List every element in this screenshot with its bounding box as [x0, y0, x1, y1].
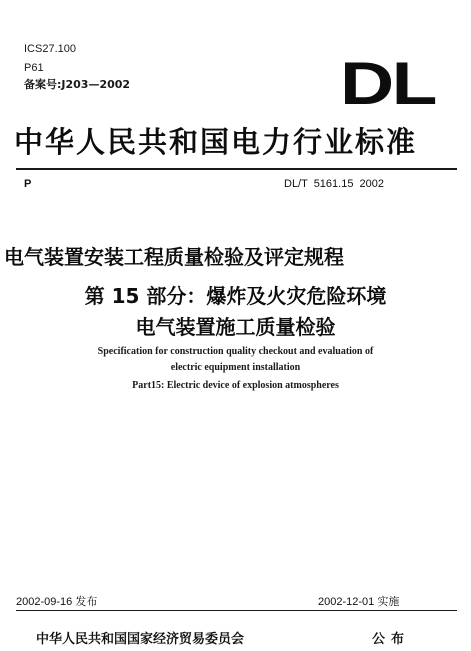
standard-title: 中华人民共和国电力行业标准: [14, 125, 418, 159]
implementation-date: 2002-12-01 实施: [318, 596, 400, 608]
publisher-name: 中华人民共和国国家经济贸易委员会: [36, 632, 245, 647]
english-title-line-2: electric equipment installation: [170, 362, 301, 373]
standard-number: DL/T 5161.15 2002: [284, 178, 384, 190]
classification-mark: P: [24, 178, 32, 190]
ics-code: ICS27.100: [24, 43, 76, 55]
english-title-line-1: Specification for construction quality checkout and evaluation of: [97, 346, 374, 357]
document-title-line-1: 电气装置安装工程质量检验及评定规程: [4, 245, 344, 269]
footer-divider: [16, 610, 457, 611]
document-title-line-3: 电气装置施工质量检验: [135, 315, 336, 339]
publish-label: 公布: [372, 632, 411, 647]
english-title-line-3: Part15: Electric device of explosion atmospheres: [132, 380, 339, 391]
classification-code: P61: [24, 62, 44, 74]
record-number: 备案号:J203—2002: [24, 78, 131, 91]
dl-logo: DL: [340, 50, 435, 117]
document-title-line-2: 第 15 部分：爆炸及火灾危险环境: [84, 284, 387, 308]
header-divider: [16, 168, 457, 170]
issue-date: 2002-09-16 发布: [16, 596, 98, 608]
